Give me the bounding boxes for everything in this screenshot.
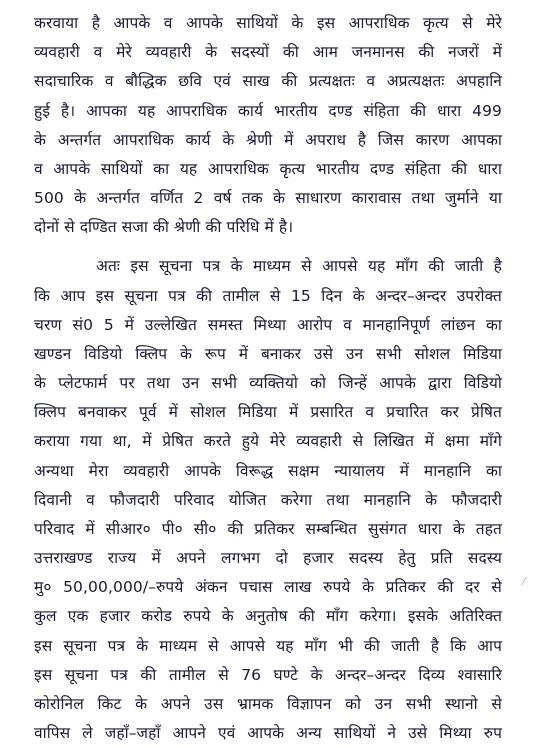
- text-line: कराया गया था, में प्रेषित करते हुये मेरे व्यवहारी से लिखित में क्षमा माँगे: [34, 432, 502, 451]
- text-line: चरण सं0 5 में उल्लेखित समस्त मिथ्या आरोप व मानहानिपूर्ण लांछन का: [34, 315, 502, 334]
- text-line: उत्तराखण्ड राज्य में अपने लगभग दो हजार सदस्य हेतु प्रति सदस्य: [34, 549, 502, 567]
- text-line: क्लिप बनवाकर पूर्व में सोशल मिडिया में प्रसारित व प्रचारित कर प्रेषित: [34, 403, 502, 422]
- text-line: 500 के अन्तर्गत वर्णित 2 वर्ष तक के साधारण कारावास तथा जुर्माने या: [34, 189, 502, 207]
- text-line: सदाचारिक व बौद्धिक छवि एवं साख की प्रत्यक्षतः व अप्रत्यक्षतः अपहानि: [34, 72, 502, 91]
- text-line: मु० 50,00,000/–रुपये अंकन पचास लाख रुपये के प्रतिकर की दर से: [34, 578, 502, 597]
- text-line: हुई है। आपका यह आपराधिक कार्य भारतीय दण्ड संहिता की धारा 499: [34, 101, 502, 120]
- text-line: के अन्तर्गत आपराधिक कार्य के श्रेणी में अपराध है जिस कारण आपका: [34, 130, 502, 149]
- text-line: कि आप इस सूचना पत्र की तामील से 15 दिन के अन्दर–अन्दर उपरोक्त: [34, 286, 502, 305]
- text-line: वापिस ले जहाँ–जहाँ आपने एवं आपके अन्य साथियों ने उसे मिथ्या रुप: [34, 724, 502, 742]
- text-line: इस सूचना पत्र की तामील से 76 घण्टे के अन्दर–अन्दर दिव्य श्वासारि: [34, 665, 502, 684]
- text-line: अन्यथा मेरा व्यवहारी आपके विरूद्ध सक्षम न्यायालय में मानहानि का: [34, 461, 502, 480]
- text-line: अतः इस सूचना पत्र के माध्यम से आपसे यह माँग की जाती है: [96, 257, 502, 276]
- margin-pen-mark: ⁄: [523, 575, 525, 588]
- text-line: कोरोनिल किट के अपने उस भ्रामक विज्ञापन को उन सभी स्थानो से: [34, 694, 502, 713]
- text-line: करवाया है आपके व आपके साथियों के इस आपराधिक कृत्य से मेरे: [34, 14, 502, 32]
- text-line: परिवाद में सीआर० पी० सी० की प्रतिकर सम्बन्धित सुसंगत धारा के तहत: [34, 519, 502, 538]
- text-line: दोनों से दण्डित सजा की श्रेणी की परिधि में है।: [34, 218, 294, 237]
- text-line: कुल एक हजार करोड रुपये के अनुतोष की माँग करेगा। इसके अतिरिक्त: [34, 607, 502, 626]
- text-line: के प्लेटफार्म पर तथा उन सभी व्यक्तियो को जिन्हें आपके द्वारा विडियो: [34, 374, 502, 392]
- text-line: इस सूचना पत्र के माध्यम से आपसे यह माँग भी की जाती है कि आप: [34, 636, 502, 655]
- text-line: खण्डन विडियो क्लिप के रूप में बनाकर उसे उन सभी सोशल मिडिया: [34, 344, 502, 363]
- text-line: व्यवहारी व मेरे व्यवहारी के सदस्यों की आम जनमानस की नजरों में: [34, 43, 502, 62]
- text-line: दिवानी व फौजदारी परिवाद योजित करेगा तथा मानहानि के फौजदारी: [34, 490, 502, 509]
- text-line: व आपके साथियों का यह आपराधिक कृत्य भारतीय दण्ड संहिता की धारा: [34, 159, 502, 178]
